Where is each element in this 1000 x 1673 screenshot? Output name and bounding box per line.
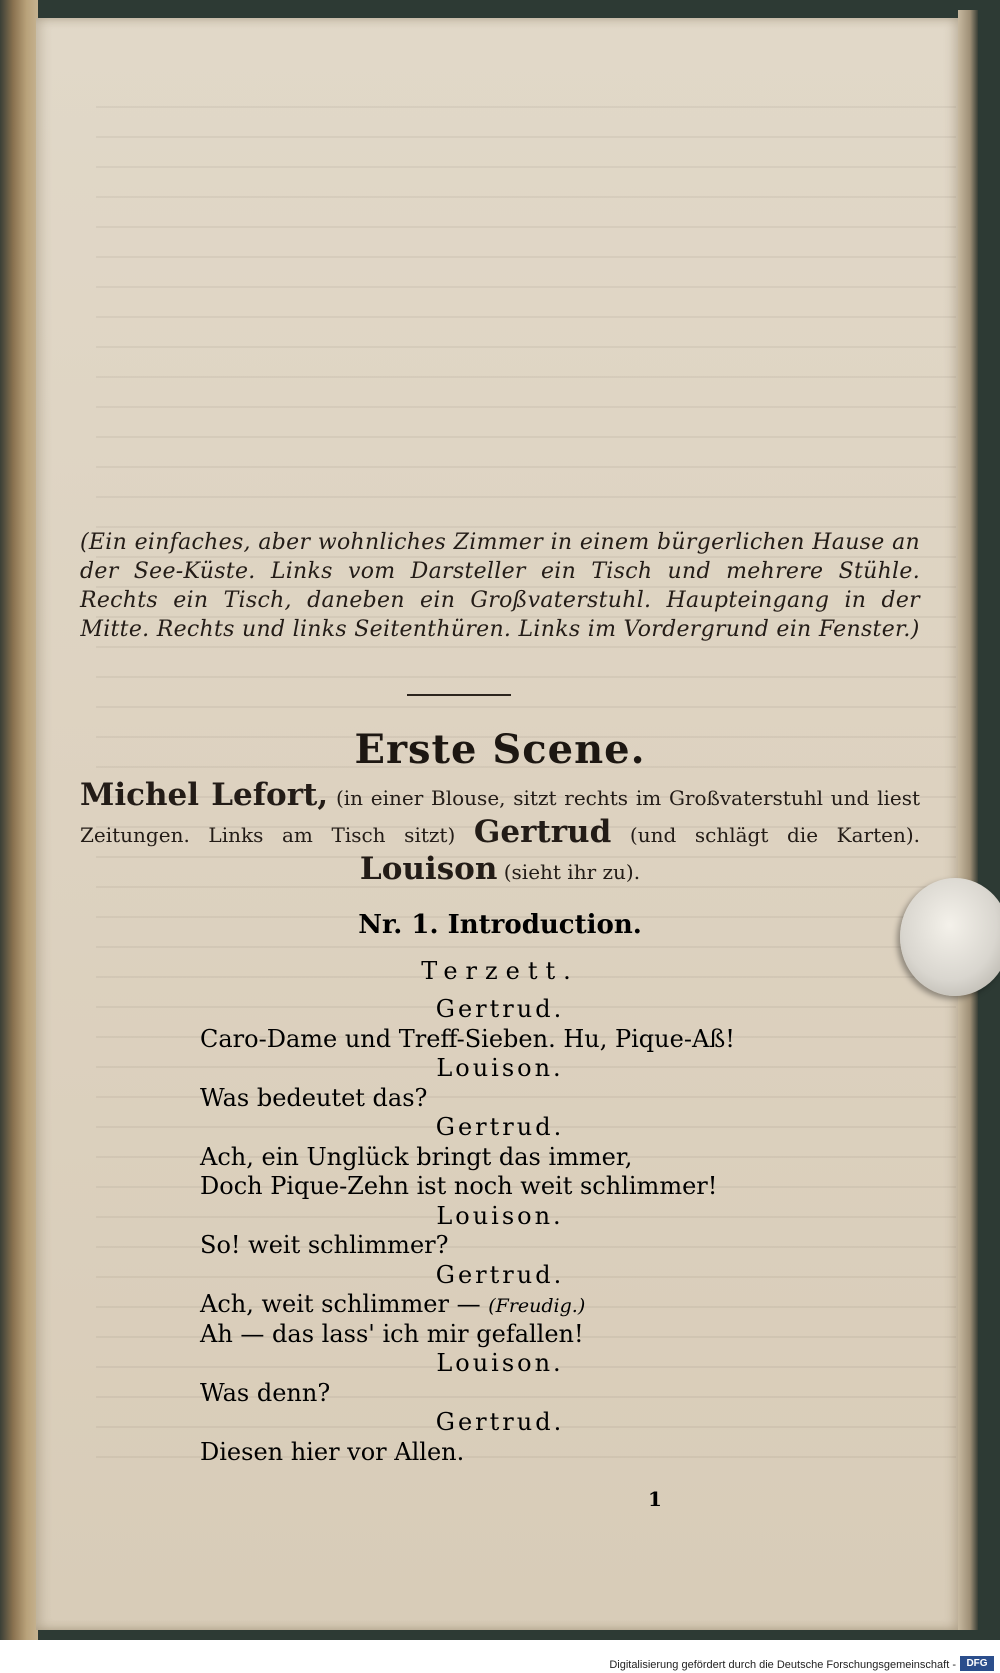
cast-description	[80, 778, 920, 889]
dialogue-line: Caro-Dame und Treff-Sieben. Hu, Pique-Aß!	[200, 1024, 735, 1053]
speaker-name: Gertrud.	[435, 995, 565, 1023]
cast-michel-description: (in einer Blouse, sitzt rechts im Großvaterstuhl und liest Zeitungen. Links am Tisch sitzt)	[80, 786, 920, 847]
speaker-name: Gertrud.	[435, 1408, 565, 1436]
cast-louison-description: (sieht ihr zu).	[503, 860, 641, 884]
cast-michel: Michel Lefort,	[80, 777, 329, 813]
divider-rule	[407, 694, 511, 696]
dialogue-line: Doch Pique-Zehn ist noch weit schlimmer!	[200, 1172, 718, 1200]
dialogue-line: So! weit schlimmer?	[200, 1231, 449, 1259]
book-right-edge	[958, 10, 978, 1630]
book-left-edge	[0, 0, 38, 1640]
speaker-name: Louison.	[436, 1054, 564, 1082]
dfg-logo-icon: DFG	[960, 1656, 994, 1671]
dialogue-line: Ach, ein Unglück bringt das immer,	[200, 1142, 633, 1171]
cast-gertrud-description: (und schlägt die Karten).	[629, 823, 920, 847]
page-number: 1	[648, 1487, 662, 1511]
dialogue-line: Was denn?	[200, 1378, 331, 1407]
dialogue-line: Was bedeutet das?	[200, 1083, 428, 1112]
speaker-name: Louison.	[436, 1201, 564, 1230]
stage-direction: (Ein einfaches, aber wohnliches Zimmer in einem bürgerlichen Hause an der See-Küste. Links vom Darsteller ein Tisch und mehrere Stühle. Rechts ein Tisch, daneben ein Großvaterstuhl. Haupteingang in der Mitte. Rechts und links Seitenthüren. Links im Vordergrund ein Fenster.)	[80, 530, 920, 642]
stage-cue: (Freudig.)	[488, 1295, 586, 1317]
speaker-name: Gertrud.	[435, 1113, 565, 1141]
footer-credit: Digitalisierung gefördert durch die Deutsche Forschungsgemeinschaft -	[609, 1659, 956, 1671]
speaker-name: Louison.	[436, 1349, 564, 1377]
cast-gertrud: Gertrud	[473, 814, 612, 850]
dialogue-line: Ah — das lass' ich mir gefallen!	[200, 1319, 584, 1348]
dialogue-line	[200, 1290, 920, 1320]
terzett-heading: Terzett.	[421, 957, 579, 985]
dialogue	[200, 995, 920, 1467]
scene-title: Erste Scene.	[354, 726, 646, 773]
cast-louison: Louison	[359, 851, 498, 887]
dialogue-line-text: Ach, weit schlimmer —	[200, 1290, 481, 1318]
number-title: Nr. 1. Introduction.	[358, 910, 642, 940]
speaker-name: Gertrud.	[435, 1260, 565, 1289]
dialogue-line: Diesen hier vor Allen.	[200, 1437, 465, 1466]
